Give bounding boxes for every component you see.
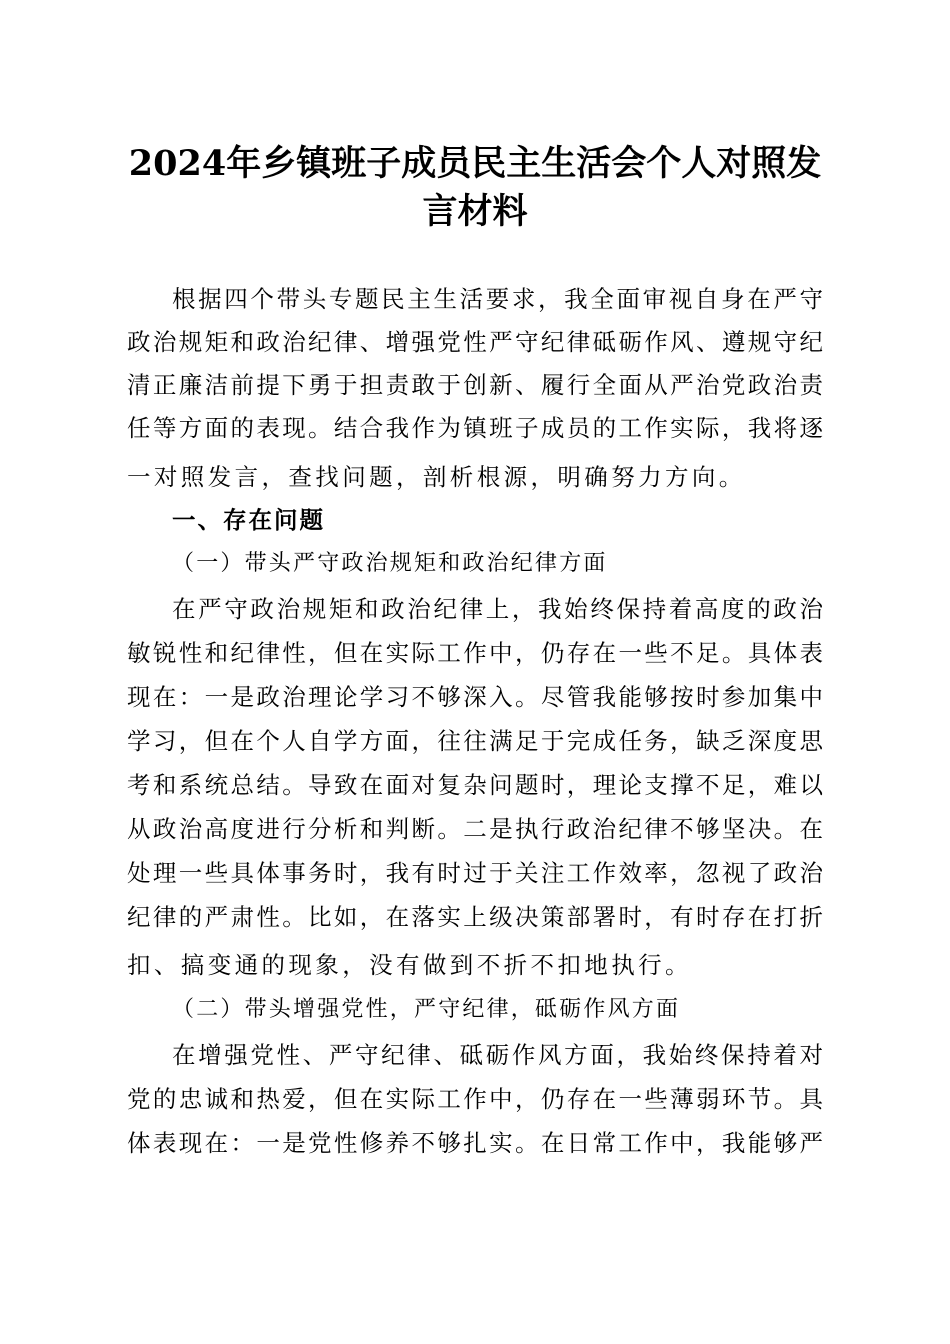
intro-line: 政治规矩和政治纪律、增强党性严守纪律砥砺作风、遵规守纪 [127, 328, 823, 356]
body-line: 纪律的严肃性。比如，在落实上级决策部署时，有时存在打折 [127, 903, 823, 931]
body-line: 学习，但在个人自学方面，往往满足于完成任务，缺乏深度思 [127, 727, 823, 755]
body-line: 体表现在：一是党性修养不够扎实。在日常工作中，我能够严 [127, 1129, 823, 1157]
body-line: 在严守政治规矩和政治纪律上，我始终保持着高度的政治 [172, 595, 823, 623]
subsection-heading: （一）带头严守政治规矩和政治纪律方面 [172, 551, 608, 576]
intro-line: 任等方面的表现。结合我作为镇班子成员的工作实际，我将逐 [127, 414, 823, 442]
body-line: 扣、搞变通的现象，没有做到不折不扣地执行。 [127, 951, 692, 979]
intro-line: 根据四个带头专题民主生活要求，我全面审视自身在严守 [172, 285, 823, 313]
body-line: 处理一些具体事务时，我有时过于关注工作效率，忽视了政治 [127, 859, 823, 887]
document-title-line-2: 言材料 [422, 191, 528, 232]
intro-line: 一对照发言，查找问题，剖析根源，明确努力方向。 [127, 463, 746, 491]
body-line: 考和系统总结。导致在面对复杂问题时，理论支撑不足，难以 [127, 771, 823, 799]
subsection-heading: （二）带头增强党性，严守纪律，砥砺作风方面 [172, 997, 681, 1022]
intro-line: 清正廉洁前提下勇于担责敢于创新、履行全面从严治党政治责 [127, 371, 823, 399]
body-line: 现在：一是政治理论学习不够深入。尽管我能够按时参加集中 [127, 683, 823, 711]
body-line: 从政治高度进行分析和判断。二是执行政治纪律不够坚决。在 [127, 815, 823, 843]
body-line: 敏锐性和纪律性，但在实际工作中，仍存在一些不足。具体表 [127, 639, 823, 667]
body-line: 在增强党性、严守纪律、砥砺作风方面，我始终保持着对 [172, 1041, 823, 1069]
section-heading: 一、存在问题 [172, 506, 325, 534]
document-title-line-1: 2024年乡镇班子成员民主生活会个人对照发 [128, 143, 822, 184]
body-line: 党的忠诚和热爱，但在实际工作中，仍存在一些薄弱环节。具 [127, 1085, 823, 1113]
